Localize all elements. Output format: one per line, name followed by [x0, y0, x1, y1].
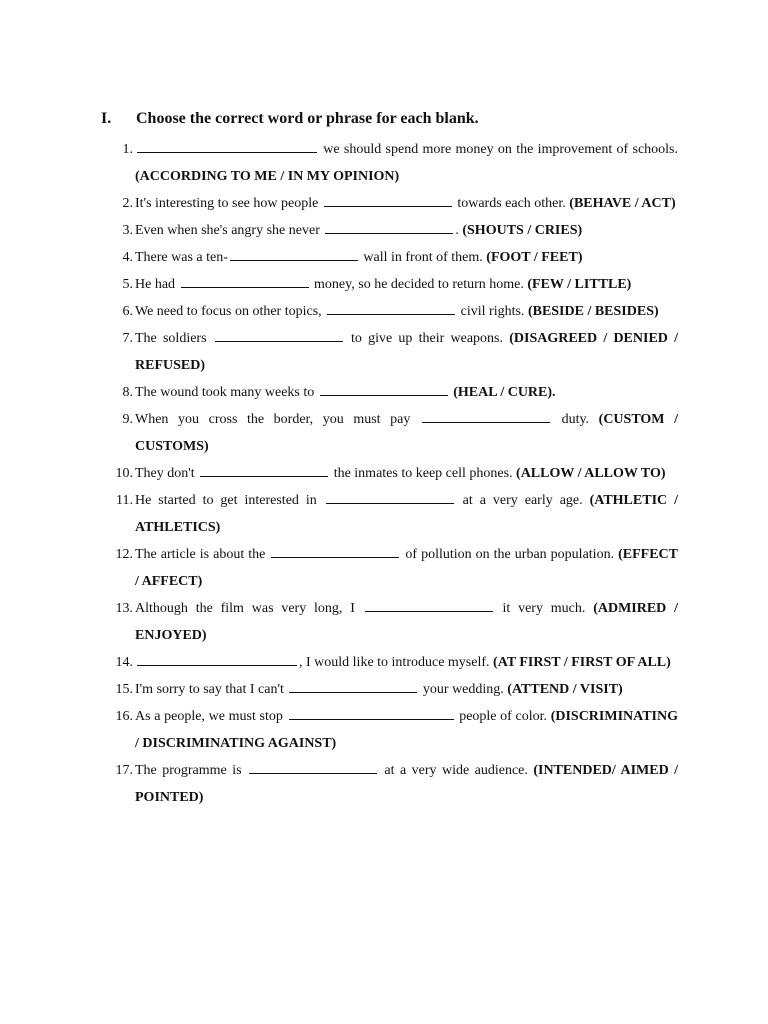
answer-options: (BEHAVE / ACT) [569, 196, 676, 211]
item-number: 17. [115, 763, 133, 778]
item-text: we should spend more money on the improvement of schools.(ACCORDING TO ME / IN MY OPINION) [135, 136, 678, 190]
item-text: I'm sorry to say that I can't your wedding. (ATTEND / VISIT) [135, 676, 678, 703]
answer-blank [289, 678, 417, 693]
list-item [103, 595, 678, 649]
answer-options: (EFFECT / AFFECT) [135, 547, 678, 589]
answer-options: (AT FIRST / FIRST OF ALL) [493, 655, 671, 670]
heading-text: Choose the correct word or phrase for each blank. [136, 110, 479, 127]
answer-blank [327, 300, 455, 315]
item-number: 4. [122, 250, 133, 265]
list-item [103, 217, 678, 244]
list-item [103, 487, 678, 541]
item-number: 9. [122, 412, 133, 427]
answer-blank [325, 219, 453, 234]
item-number: 1. [122, 142, 133, 157]
item-text: We need to focus on other topics, civil rights. (BESIDE / BESIDES) [135, 298, 678, 325]
answer-options: (HEAL / CURE). [453, 385, 556, 400]
answer-options: (ALLOW / ALLOW TO) [516, 466, 666, 481]
answer-options: (ACCORDING TO ME / IN MY OPINION) [135, 169, 400, 184]
item-text: He started to get interested in at a very early age. (ATHLETIC / ATHLETICS) [135, 487, 678, 541]
item-number: 16. [115, 709, 133, 724]
list-item [103, 271, 678, 298]
answer-options: (ADMIRED / ENJOYED) [135, 601, 678, 643]
item-number: 14. [115, 655, 133, 670]
exercise-heading [101, 110, 479, 128]
item-number: 15. [115, 682, 133, 697]
list-item [103, 244, 678, 271]
answer-blank [137, 138, 317, 153]
answer-blank [249, 759, 377, 774]
item-number: 6. [122, 304, 133, 319]
answer-options: (ATTEND / VISIT) [507, 682, 623, 697]
answer-options: (FEW / LITTLE) [527, 277, 632, 292]
list-item [103, 379, 678, 406]
item-number: 13. [115, 601, 133, 616]
answer-blank [200, 462, 328, 477]
list-item [103, 757, 678, 811]
answer-blank [326, 489, 454, 504]
list-item [103, 676, 678, 703]
item-text: , I would like to introduce myself. (AT FIRST / FIRST OF ALL) [135, 649, 678, 676]
item-text: The programme is at a very wide audience. (INTENDED/ AIMED / POINTED) [135, 757, 678, 811]
item-text: The article is about the of pollution on the urban population. (EFFECT / AFFECT) [135, 541, 678, 595]
item-text: Although the film was very long, I it very much. (ADMIRED / ENJOYED) [135, 595, 678, 649]
item-text: It's interesting to see how people towards each other. (BEHAVE / ACT) [135, 190, 678, 217]
heading-number: I. [101, 110, 112, 127]
answer-blank [324, 192, 452, 207]
item-text: They don't the inmates to keep cell phones. (ALLOW / ALLOW TO) [135, 460, 678, 487]
list-item [103, 325, 678, 379]
answer-blank [289, 705, 454, 720]
item-number: 11. [116, 493, 133, 508]
item-text: He had money, so he decided to return home. (FEW / LITTLE) [135, 271, 678, 298]
answer-options: (CUSTOM / CUSTOMS) [135, 412, 678, 454]
answer-blank [422, 408, 550, 423]
answer-blank [181, 273, 309, 288]
item-number: 7. [122, 331, 133, 346]
item-number: 12. [115, 547, 133, 562]
item-number: 10. [115, 466, 133, 481]
answer-options: (ATHLETIC / ATHLETICS) [135, 493, 678, 535]
answer-options: (DISAGREED / DENIED / REFUSED) [135, 331, 679, 373]
list-item [103, 460, 678, 487]
item-text: The soldiers to give up their weapons. (DISAGREED / DENIED / REFUSED) [135, 325, 678, 379]
item-text: The wound took many weeks to (HEAL / CURE). [135, 379, 678, 406]
item-number: 5. [122, 277, 133, 292]
list-item [103, 406, 678, 460]
answer-options: (SHOUTS / CRIES) [462, 223, 583, 238]
answer-options: (DISCRIMINATING / DISCRIMINATING AGAINST) [135, 709, 678, 751]
list-item [103, 703, 678, 757]
item-number: 8. [122, 385, 133, 400]
list-item [103, 649, 678, 676]
item-number: 2. [122, 196, 133, 211]
answer-options: (FOOT / FEET) [486, 250, 583, 265]
answer-blank [215, 327, 343, 342]
answer-options: (INTENDED/ AIMED / POINTED) [135, 763, 679, 805]
list-item [103, 541, 678, 595]
item-text: When you cross the border, you must pay duty. (CUSTOM / CUSTOMS) [135, 406, 678, 460]
exercise-list [103, 136, 678, 811]
answer-blank [137, 651, 297, 666]
answer-options: (BESIDE / BESIDES) [527, 304, 659, 319]
answer-blank [271, 543, 399, 558]
answer-blank [365, 597, 493, 612]
list-item [103, 190, 678, 217]
item-text: As a people, we must stop people of color. (DISCRIMINATING / DISCRIMINATING AGAINST) [135, 703, 678, 757]
list-item [103, 298, 678, 325]
list-item [103, 136, 678, 190]
item-text: There was a ten- wall in front of them. (FOOT / FEET) [135, 244, 678, 271]
answer-blank [230, 246, 358, 261]
item-number: 3. [122, 223, 133, 238]
item-text: Even when she's angry she never . (SHOUTS / CRIES) [135, 217, 678, 244]
answer-blank [320, 381, 448, 396]
